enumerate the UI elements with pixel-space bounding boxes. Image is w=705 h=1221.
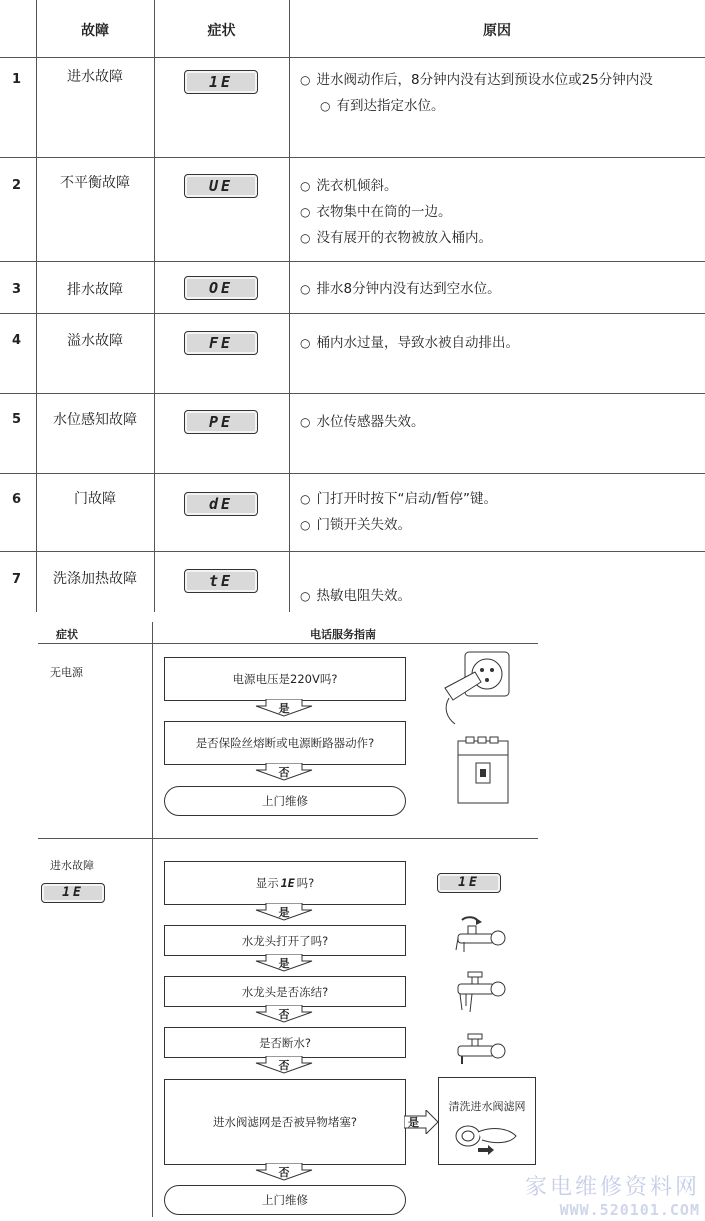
faucet-no-water-icon xyxy=(454,1032,508,1072)
fault-name: 排水故障 xyxy=(67,282,123,298)
fault-name: 溢水故障 xyxy=(67,333,123,349)
header-cause: 原因 xyxy=(483,23,511,39)
error-code-display: tE xyxy=(184,569,258,593)
question-tap-open xyxy=(164,925,406,956)
row-number: 5 xyxy=(12,412,22,427)
watermark-title: 家电维修资料网 xyxy=(524,1175,700,1200)
filter-cleaning-icon xyxy=(452,1122,522,1156)
row-number: 1 xyxy=(12,72,22,87)
arrow-label: 否 xyxy=(278,1166,290,1179)
row-number: 7 xyxy=(12,572,22,587)
faucet-frozen-icon xyxy=(454,970,508,1014)
question-text: 电源电压是220V吗? xyxy=(232,672,338,686)
cause-line: ○ 排水8分钟内没有达到空水位。 xyxy=(300,276,501,302)
cause-text xyxy=(300,409,424,435)
error-code-display: dE xyxy=(184,492,258,516)
watermark-url: WWW.520101.COM xyxy=(559,1201,700,1219)
cause-line: ○ 水位传感器失效。 xyxy=(300,409,424,435)
arrow-label: 是 xyxy=(278,957,290,970)
error-code-display: FE xyxy=(184,331,258,355)
arrow-label: 否 xyxy=(278,766,290,779)
cause-text xyxy=(300,173,492,251)
power-plug-icon xyxy=(435,648,515,728)
arrow-no xyxy=(254,763,314,781)
arrow-yes xyxy=(254,699,314,717)
end-repair xyxy=(164,786,406,816)
question-fuse xyxy=(164,721,406,765)
arrow-label: 否 xyxy=(278,1008,290,1021)
question-text: 是否保险丝熔断或电源断路器动作? xyxy=(195,736,375,750)
cause-line-cont: ○ 有到达指定水位。 xyxy=(300,93,653,119)
end-text: 上门维修 xyxy=(262,794,308,808)
arrow-yes xyxy=(254,903,314,921)
cause-text xyxy=(300,486,497,538)
question-filter-blocked xyxy=(164,1079,406,1165)
cause-line: ○ 洗衣机倾斜。 xyxy=(300,173,492,199)
question-water-cut xyxy=(164,1027,406,1058)
fault-name: 洗涤加热故障 xyxy=(53,571,137,587)
question-text: 水龙头是否冻结? xyxy=(241,984,329,999)
fault-name: 不平衡故障 xyxy=(60,175,130,191)
arrow-no xyxy=(254,1056,314,1074)
symptom-no-power: 无电源 xyxy=(50,666,83,679)
arrow-label: 是 xyxy=(278,702,290,715)
header-fault: 故障 xyxy=(81,23,109,39)
flow-header-guide: 电话服务指南 xyxy=(310,628,376,641)
flow-header-symptom: 症状 xyxy=(56,628,78,641)
cause-line: ○ 门锁开关失效。 xyxy=(300,512,497,538)
question-suffix: 吗? xyxy=(296,876,315,890)
cause-text xyxy=(300,67,653,119)
arrow-label: 是 xyxy=(278,906,290,919)
arrow-label: 否 xyxy=(278,1059,290,1072)
arrow-yes xyxy=(254,954,314,972)
question-tap-frozen xyxy=(164,976,406,1007)
arrow-no xyxy=(254,1005,314,1023)
cause-line: ○ 进水阀动作后，8分钟内没有达到预设水位或25分钟内没 xyxy=(300,67,653,93)
error-code-display: PE xyxy=(184,410,258,434)
question-prefix: 显示 xyxy=(255,876,279,890)
faucet-open-icon xyxy=(454,916,508,956)
end-repair xyxy=(164,1185,406,1215)
row-number: 6 xyxy=(12,492,22,507)
cause-line: ○ 没有展开的衣物被放入桶内。 xyxy=(300,225,492,251)
end-text: 上门维修 xyxy=(262,1193,308,1207)
cause-text xyxy=(300,583,411,609)
cause-line: ○ 热敏电阻失效。 xyxy=(300,583,411,609)
row-number: 3 xyxy=(12,282,22,297)
error-code-display: UE xyxy=(184,174,258,198)
question-voltage xyxy=(164,657,406,701)
question-display-1e xyxy=(164,861,406,905)
circuit-breaker-icon xyxy=(448,735,518,805)
fault-name: 水位感知故障 xyxy=(53,412,137,428)
action-text: 清洗进水阀滤网 xyxy=(448,1100,526,1113)
question-text: 是否断水? xyxy=(258,1035,312,1050)
cause-text xyxy=(300,276,501,302)
question-text: 水龙头打开了吗? xyxy=(241,933,329,948)
error-code-display: 1E xyxy=(184,70,258,94)
error-code-display: 1E xyxy=(437,873,501,893)
symptom-water-inlet: 进水故障 xyxy=(50,859,94,872)
row-number: 2 xyxy=(12,178,22,193)
watermark xyxy=(500,1170,700,1219)
row-number: 4 xyxy=(12,333,22,348)
arrow-no xyxy=(254,1163,314,1181)
fault-name: 门故障 xyxy=(74,491,116,507)
header-symptom: 症状 xyxy=(207,23,236,39)
inline-code: 1E xyxy=(280,876,295,890)
cause-line: ○ 门打开时按下“启动/暂停”键。 xyxy=(300,486,497,512)
cause-line: ○ 衣物集中在筒的一边。 xyxy=(300,199,492,225)
question-text: 进水阀滤网是否被异物堵塞? xyxy=(212,1115,358,1129)
fault-name: 进水故障 xyxy=(67,69,123,85)
cause-line: ○ 桶内水过量，导致水被自动排出。 xyxy=(300,330,519,356)
arrow-label-yes: 是 xyxy=(408,1116,419,1129)
error-code-display: OE xyxy=(184,276,258,300)
error-code-display: 1E xyxy=(41,883,105,903)
cause-text xyxy=(300,330,519,356)
